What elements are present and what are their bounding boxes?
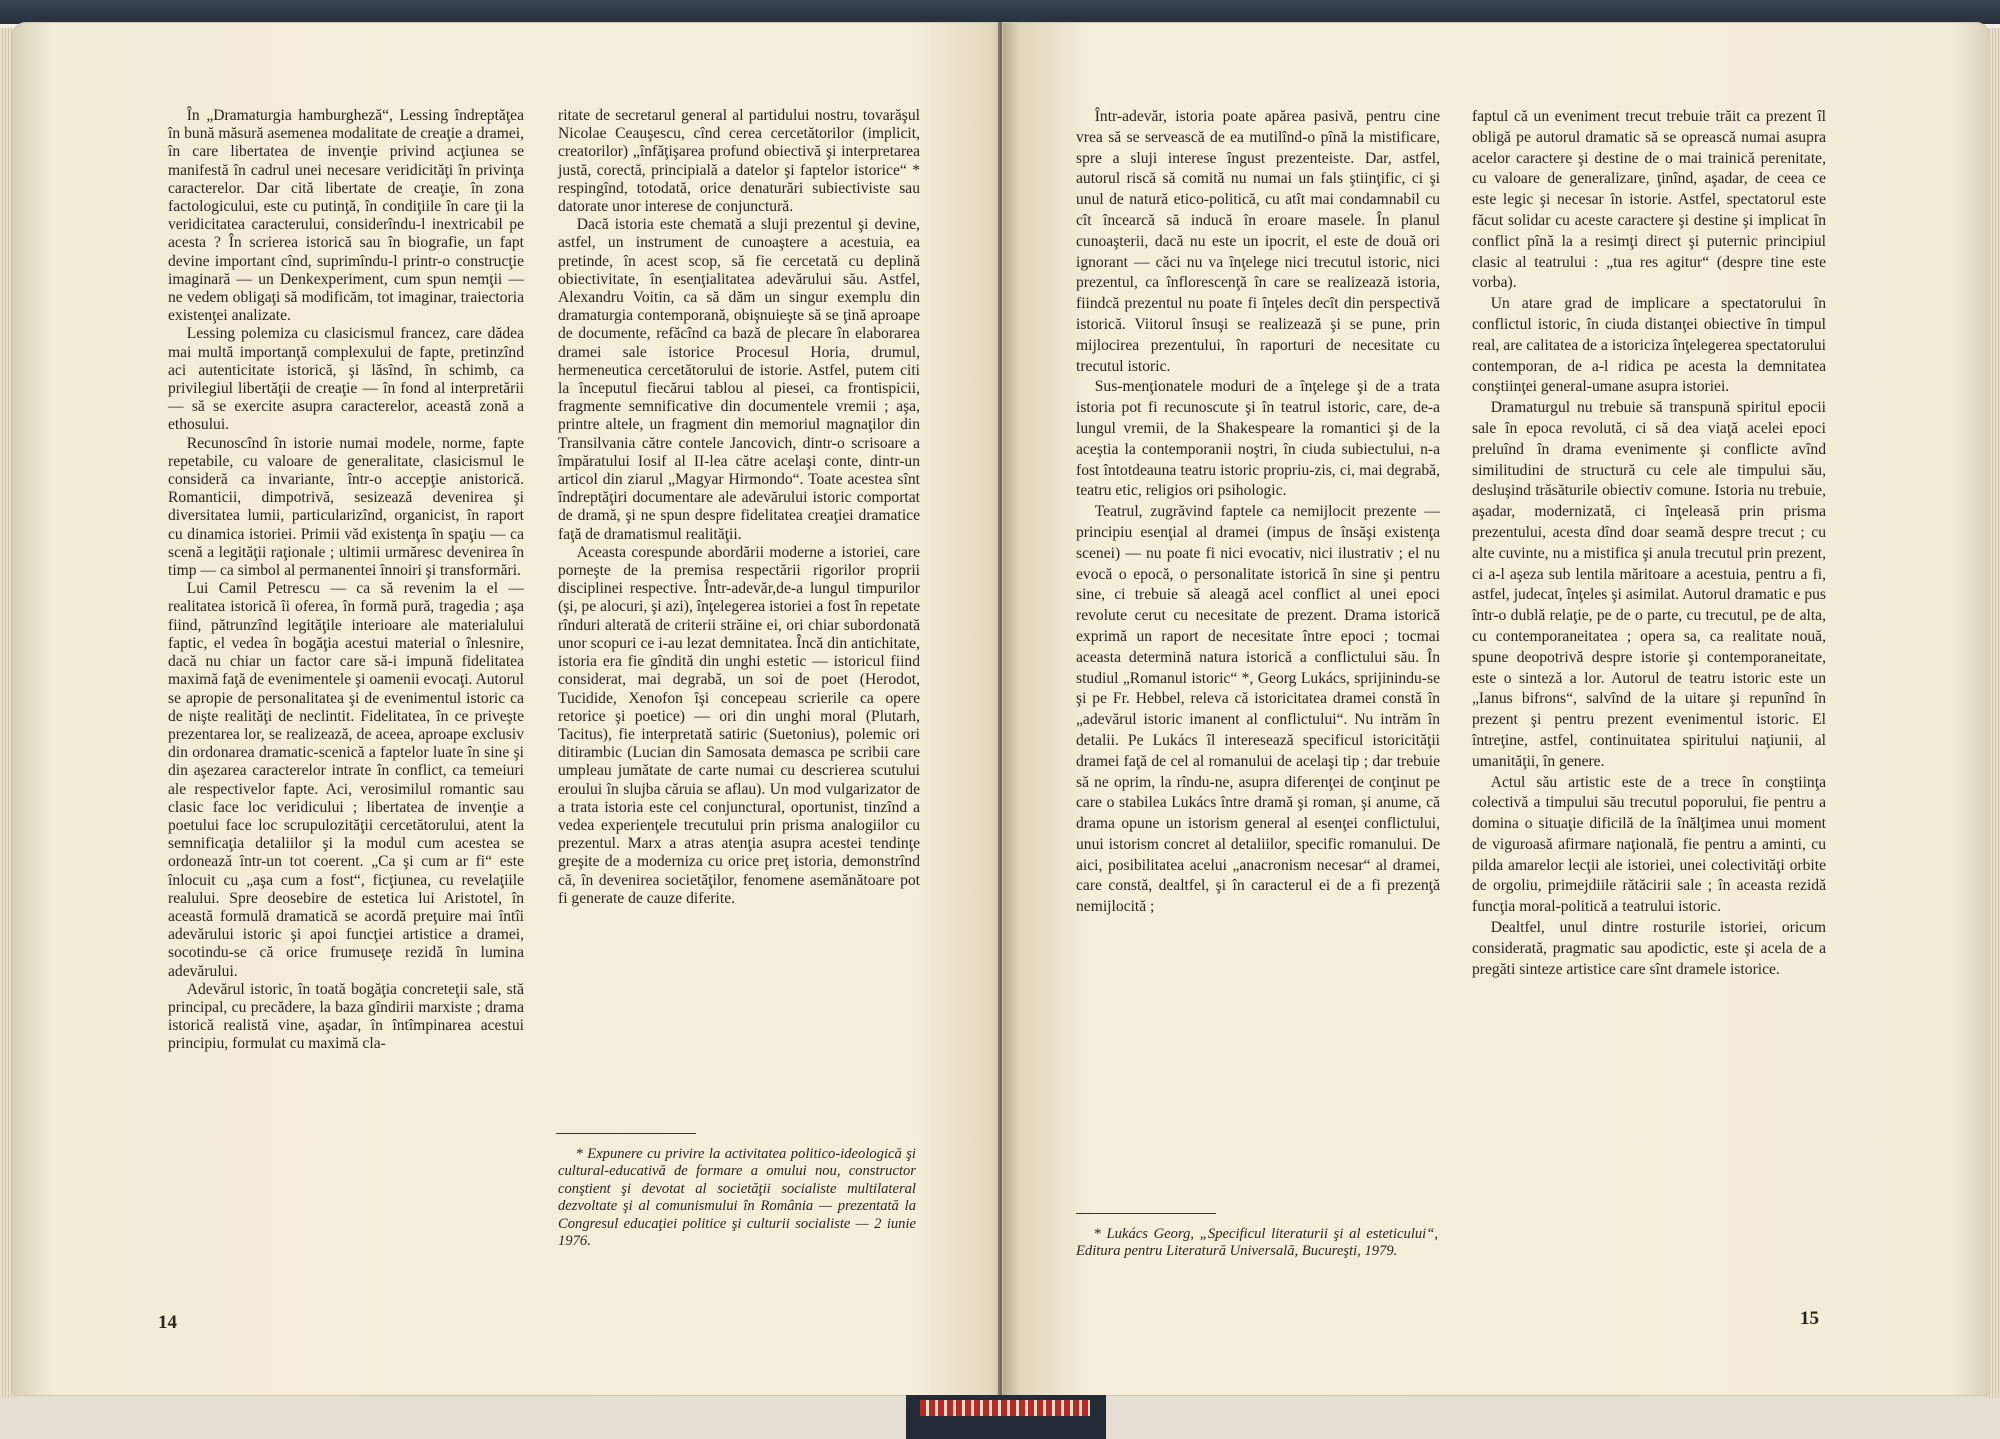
right-page-footnote <box>1076 1226 1438 1261</box>
paragraph: Aceasta corespunde abordării moderne a istoriei, care porneşte de la premisa respectării rigorilor proprii disciplinei respective. Într-adevăr,de-a lungul timpurilor (şi, pe alocuri, şi azi), înţelegerea istoriei a fost în repetate rînduri alterată de criterii străine ei, ori chiar subordonată unor scopuri ce i-au lezat demnitatea. Încă din antichitate, istoria era fie gîndită din unghi estetic — istoricul fiind considerat, mai degrabă, un soi de poet (Herodot, Tucidide, Xenofon îşi concepeau scrierile ca opere retorice şi poetice) — ori din unghi moral (Plutarh, Tacitus), fie interpretată satiric (Suetonius), polemic ori ditirambic (Lucian din Samosata demasca pe scribii care umpleau jumătate de carte numai cu descrierea scutului eroului în slujba căruia se aflau). Un mod vulgarizator de a trata istoria este cel conjunctural, oportunist, tinzînd a vedea experienţele trecutului prin prisma analogiilor cu prezentul. Marx a atras atenţia asupra acestei tendinţe greşite de a moderniza cu orice preţ istoria, demonstrînd că, în devenirea societăţilor, fenomene asemănătoare pot fi generate de cauze diferite. <box>558 543 920 907</box>
paragraph: Într-adevăr, istoria poate apărea pasivă, pentru cine vrea să se servească de ea mutilînd-o pînă la mistificare, spre a sluji interese îngust prezenteiste. Dar, astfel, autorul riscă să comită nu numai un fals ştiinţific, ci şi unul de natură etico-politică, cu atît mai condamnabil cu cît încearcă să inducă în eroare masele. În planul cunoaşterii, dacă nu este un ipocrit, el este de două ori ignorant — căci nu va înţelege nici trecutul istoric, nici prezentul, ca înflorescenţă în care se realizează istoria, fiindcă prezentul nu poate fi înţeles decît din perspectivă istorică. Viitorul însuşi se realizează şi se pune, prin mijlocirea prezentului, în raporturi de necesitate cu trecutul istoric. <box>1076 108 1440 375</box>
right-page-column-2 <box>1472 107 1826 980</box>
paragraph: Sus-menţionatele moduri de a înţelege şi de a trata istoria pot fi recunoscute şi în teatrul istoric, care, de-a lungul vremii, de la Shakespeare la romantici şi de la aceştia la contemporanii noştri, în ciuda subiectului, n-a fost întotdeauna teatru istoric propriu-zis, ci, mai degrabă, teatru etic, religios ori psihologic. <box>1076 378 1440 500</box>
footnote-text: * Expunere cu privire la activitatea politico-ideologică şi cultural-educativă de formare a omului nou, constructor conştient şi devotat al societăţii socialiste multilateral dezvoltate şi al comunismului în România — prezentată la Congresul educaţiei politice şi culturii socialiste — 2 iunie 1976. <box>558 1146 916 1250</box>
paragraph: În „Dramaturgia hamburgheză“, Lessing îndreptăţea în bună măsură asemenea modalitate de creaţie a dramei, în care libertatea de invenţie privind acţiunea se manifestă în cadrul unei necesare veridicităţi în privinţa caracterelor. Dar cită libertate de creaţie, în zona factologicului, este cu putinţă, în condiţiile în care ţii la veridicitatea caracterului, considerîndu-l inextricabil pe acesta ? În scrierea istorică sau în biografie, un fapt devine important cînd, suprimîndu-l printr-o construcţie imaginară — un Denkexperiment, cum spun nemţii — ne vedem obligaţi să modificăm, tot imaginar, traiectoria existenţei analizate. <box>168 107 524 325</box>
paragraph: Recunoscînd în istorie numai modele, norme, fapte repetabile, cu valoare de generalitate, clasicismul le consideră ca invariante, într-o accepţie anistorică. Romanticii, dimpotrivă, sesizează devenirea şi diversitatea lumii, particularizînd, organicist, în raport cu dinamica istoriei. Primii văd existenţa în spaţiu — ca scenă a legităţii raţionale ; ultimii urmăresc devenirea în timp — ca simbol al permanentei înnoiri şi transformări. <box>168 434 524 580</box>
paragraph: Adevărul istoric, în toată bogăţia concreteţii sale, stă principal, cu precădere, la baza gîndirii marxiste ; drama istorică realistă vine, aşadar, în întîmpinarea acestui principiu, formulat cu maximă cla- <box>168 980 524 1053</box>
paragraph: faptul că un eveniment trecut trebuie trăit ca prezent îl obligă pe autorul dramatic să se oprească numai asupra acelor caractere şi destine de o mai trainică perenitate, cu valoare de generalizare, ţinînd, aşadar, de ceea ce este legic şi necesar în istorie. Astfel, spectatorul este făcut solidar cu aceste caractere şi destine şi implicat în conflict pînă la a resimţi direct şi puternic principiul clasic al teatrului : „tua res agitur“ (despre tine este vorba). <box>1472 108 1826 292</box>
paragraph: Lessing polemiza cu clasicismul francez, care dădea mai multă importanţă complexului de fapte, pretinzînd aci autenticitate istorică, şi lăsînd, în schimb, ca privilegiul libertăţii de creaţie — în fond al interpretării — să se exercite asupra caracterelor, această zonă a ethosului. <box>168 325 524 434</box>
paragraph: Dealtfel, unul dintre rosturile istoriei, oricum considerată, pragmatic sau apodictic, este şi acela de a pregăti sinteze artistice care sînt dramele istorice. <box>1472 919 1826 978</box>
headband <box>920 1400 1090 1416</box>
footnote-separator-right <box>1076 1213 1216 1214</box>
paragraph: Un atare grad de implicare a spectatorului în conflictul istoric, în ciuda distanţei obiective în timpul real, are calitatea de a istoriciza înţelegerea spectatorului contemporan, de a-l ridica pe acesta la demnitatea conştiinţei general-umane asupra istoriei. <box>1472 295 1826 396</box>
paragraph: Actul său artistic este de a trece în conştiinţa colectivă a timpului său trecutul poporului, fie pentru a domina o situaţie dificilă de la înălţimea unui moment de viguroasă afirmare naţională, fie pentru a aminti, cu pilda amarelor lecţii ale istoriei, unei colectivităţi orbite de orgoliu, primejdiile rătăcirii sale ; în aceasta rezidă funcţia moral-politică a teatrului istoric. <box>1472 773 1826 916</box>
footnote-text-right: * Lukács Georg, „Specificul literaturii şi al esteticului“, Editura pentru Literatură Universală, Bucureşti, 1979. <box>1076 1226 1438 1260</box>
left-page-column-2 <box>558 107 920 908</box>
left-page-footnote <box>558 1146 916 1250</box>
paragraph: Dramaturgul nu trebuie să transpună spiritul epocii sale în epoca revolută, ci să dea viaţă acelei epoci preluînd în drama evenimente şi conflicte avînd similitudini de structură cu cele ale timpului său, desluşind trăsăturile obiectiv comune. Istoria nu trebuie, aşadar, modernizată, ci înţeleasă prin prisma prezentului, acesta dînd doar seamă despre trecut ; cu alte cuvinte, nu a mistifica şi anula trecutul prin prezent, ci a-l aşeza sub lentila măritoare a acestuia, pentru a fi, astfel, judecat, înţeles şi asimilat. Autorul dramatic e pus într-o dublă relaţie, pe de o parte, cu trecutul, pe de alta, cu contemporaneitatea ; opera sa, ca realitate nouă, spune deopotrivă despre istorie şi contemporaneitate, este o sinteză a lor. Autorul de teatru istoric este un „Ianus bifrons“, salvînd de la uitare şi repunînd în prezent şi pentru prezent evenimentul istoric. El întreţine, astfel, continuitatea spiritului naţiunii, al umanităţii, în genere. <box>1472 399 1826 770</box>
paragraph: Dacă istoria este chemată a sluji prezentul şi devine, astfel, un instrument de cunoaştere a acestuia, ea pretinde, în acest scop, să fie cercetată cu deplină obiectivitate, în esenţialitatea adevărului său. Astfel, Alexandru Voitin, ca să dăm un singur exemplu din dramaturgia contemporană, obişnuieşte să se ţină aproape de documente, refăcînd ca bază de plecare în elaborarea dramei sale istorice Procesul Horia, drumul, hermeneutica cercetătorului de istorie. Astfel, putem citi la începutul fiecărui tablou al piesei, ca frontispicii, fragmente semnificative din documentele vremii ; aşa, printre altele, un fragment din memoriul magnaţilor din Transilvania către contele Jancovich, dintr-o scrisoare a împăratului Iosif al II-lea către acelaşi conte, dintr-un articol din ziarul „Magyar Hirmondo“. Toate acestea sînt îndreptăţiri documentare ale adevărului istoric comportat de dramă, şi ne spun despre fidelitatea creaţiei dramatice faţă de dramatismul realităţii. <box>558 216 920 543</box>
paragraph: Lui Camil Petrescu — ca să revenim la el — realitatea istorică îi oferea, în formă pură, tragedia ; aşa fiind, pătrunzînd legităţile interioare ale materialului faptic, el vedea în bogăţia acestui material o înlesnire, dacă nu chiar un factor care să-i impună fidelitatea maximă faţă de evenimentele şi oamenii evocaţi. Autorul se apropie de personalitatea şi de evenimentul istoric ca de nişte realităţi de neclintit. Fidelitatea, în ce priveşte prezentarea lor, se realizează, de aceea, aproape exclusiv din ordonarea dramatic-scenică a faptelor luate în sine şi din aşezarea caracterelor intrate în conflict, ca temeiuri ale respectivelor fapte. Aci, verosimilul romantic sau clasic face loc veridicului ; libertatea de invenţie a poetului face loc scrupulozităţii cercetătorului, atent la semnificaţia detaliilor şi la modul cum acestea se ordonează într-un tot coerent. „Ca şi cum ar fi“ este înlocuit cu „aşa cum a fost“, ficţiunea, cu revelaţiile realului. Spre deosebire de estetica lui Aristotel, în această formulă dramatică se acordă preţuire mai întîi adevărului istoric şi apoi funcţiei artistice a dramei, socotindu-se că orice frumuseţe rezidă în lumina adevărului. <box>168 580 524 980</box>
page-number-right: 15 <box>1800 1308 1819 1329</box>
paragraph: Teatrul, zugrăvind faptele ca nemijlocit prezente — principiu esenţial al dramei (impus de însăşi existenţa scenei) — nu poate fi nici evocativ, nici ilustrativ ; el nu evocă o epocă, o personalitate istorică în sine şi pentru sine, ci trebuie să aleagă acel conflict al unei epoci revolute cerut cu necesitate de prezent. Drama istorică exprimă un raport de necesitate între epoci ; tocmai aceasta determină natura istorică a conflictului său. În studiul „Romanul istoric“ *, Georg Lukács, sprijinindu-se şi pe Fr. Hebbel, releva că istoricitatea dramei constă în „adevărul istoric imanent al conflictului“. Nu intrăm în detalii. Pe Lukács îl interesează specificul istoricităţii dramei faţă de cel al romanului de acelaşi tip ; dar trebuie să ne oprim, la rîndu-ne, asupra diferenţei de conţinut pe care o stabilea Lukács între dramă şi roman, şi anume, că drama opune un istorism general al esenţei conflictului, unui istorism concret al detaliilor, specific romanului. De aici, posibilitatea acelui „anacronism necesar“ al dramei, care constă, dealtfel, şi în caracterul ei de a fi prezenţă nemijlocită ; <box>1076 503 1440 916</box>
page-number-left: 14 <box>158 1312 177 1333</box>
footnote-separator <box>556 1133 696 1134</box>
left-page-column-1 <box>168 107 524 1054</box>
right-page-column-1 <box>1076 107 1440 918</box>
paragraph: ritate de secretarul general al partidului nostru, tovarăşul Nicolae Ceauşescu, cînd cerea cercetătorilor (implicit, creatorilor) „înfăţişarea profund obiectivă şi interpretarea justă, corectă, principială a datelor şi faptelor istorice“ * respingînd, totodată, orice denaturări subiectiviste sau datorate unor interese de conjunctură. <box>558 107 920 216</box>
book-cover-edge <box>0 0 2000 24</box>
